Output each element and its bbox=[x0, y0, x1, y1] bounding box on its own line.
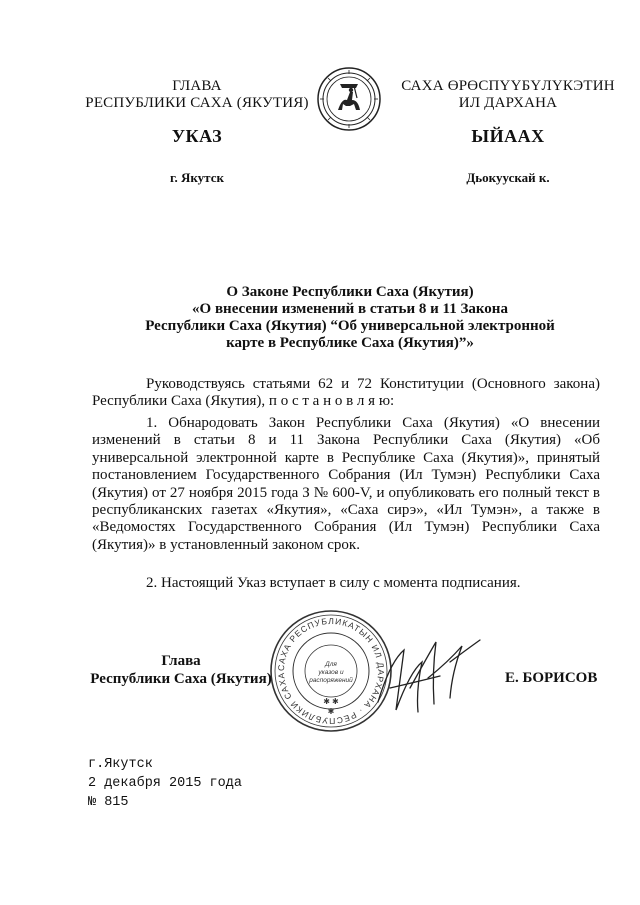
stamp-center-line3: распоряжений bbox=[309, 677, 353, 684]
doc-type-left: УКАЗ bbox=[171, 126, 223, 146]
signer-position-line1: Глава bbox=[161, 653, 201, 669]
header-right bbox=[392, 78, 624, 112]
header-right-line2: ИЛ ДАРХАНА bbox=[458, 95, 558, 111]
header-left-line2: РЕСПУБЛИКИ САХА (ЯКУТИЯ) bbox=[85, 95, 309, 111]
doc-type-right: ЫЙААХ bbox=[471, 126, 545, 146]
city-left: г. Якутск bbox=[170, 170, 224, 185]
title-line4: карте в Республике Саха (Якутия)”» bbox=[226, 335, 474, 351]
coat-of-arms-emblem bbox=[316, 66, 382, 132]
item-1-paragraph: 1. Обнародовать Закон Республики Саха (Якутия) «О внесении изменений в статьи 8 и 11 Закона Республики Саха (Якутия) «Об универсальной электронной карте в Республике Саха (Якутия)», принятый постановлением Государственного Собрания (Ил Тумэн) Республики Саха (Якутия) от 27 ноября 2015 года З № 600-V, и опубликовать его полный текст в республиканских газетах «Якутия», «Саха сирэ», «Ил Тумэн», а также в «Ведомостях Государственного Собрания (Ил Тумэн) Республики Саха (Якутия)» в установленный законом срок. bbox=[92, 415, 600, 553]
handwritten-signature bbox=[370, 632, 490, 718]
stamp-ring-text: САХА РЕСПУБЛИКАТЫН ИЛ ДАРХАНА · РЕСПУБЛИКИ САХА bbox=[275, 615, 387, 727]
header-left bbox=[82, 78, 312, 112]
signer-name: Е. БОРИСОВ bbox=[505, 670, 598, 686]
title-line2: «О внесении изменений в статьи 8 и 11 Закона bbox=[192, 301, 508, 317]
item-2-paragraph: 2. Настоящий Указ вступает в силу с момента подписания. bbox=[146, 575, 521, 591]
preamble-paragraph: Руководствуясь статьями 62 и 72 Конституции (Основного закона) Республики Саха (Якутия), п о с т а н о в л я ю: bbox=[92, 376, 600, 410]
header-left-line1: ГЛАВА bbox=[172, 78, 222, 94]
signer-position bbox=[86, 652, 276, 688]
svg-text:✱ ✱: ✱ ✱ bbox=[323, 697, 339, 706]
header-right-line1: САХА ӨРӨСПҮҮБҮЛҮКЭТИН bbox=[401, 78, 615, 94]
footer-city: г.Якутск bbox=[88, 757, 153, 772]
footer-number: № 815 bbox=[88, 795, 129, 810]
footer-date: 2 декабря 2015 года bbox=[88, 776, 242, 791]
svg-text:✱: ✱ bbox=[327, 707, 335, 716]
stamp-center-line1: Для bbox=[325, 661, 337, 668]
city-right: Дьокуускай к. bbox=[466, 170, 550, 185]
signer-position-line2: Республики Саха (Якутия) bbox=[90, 671, 272, 687]
title-line1: О Законе Республики Саха (Якутия) bbox=[226, 284, 474, 300]
stamp-center-line2: указов и bbox=[318, 669, 344, 676]
title-line3: Республики Саха (Якутия) “Об универсальной электронной bbox=[145, 318, 555, 334]
decree-title bbox=[100, 284, 600, 352]
